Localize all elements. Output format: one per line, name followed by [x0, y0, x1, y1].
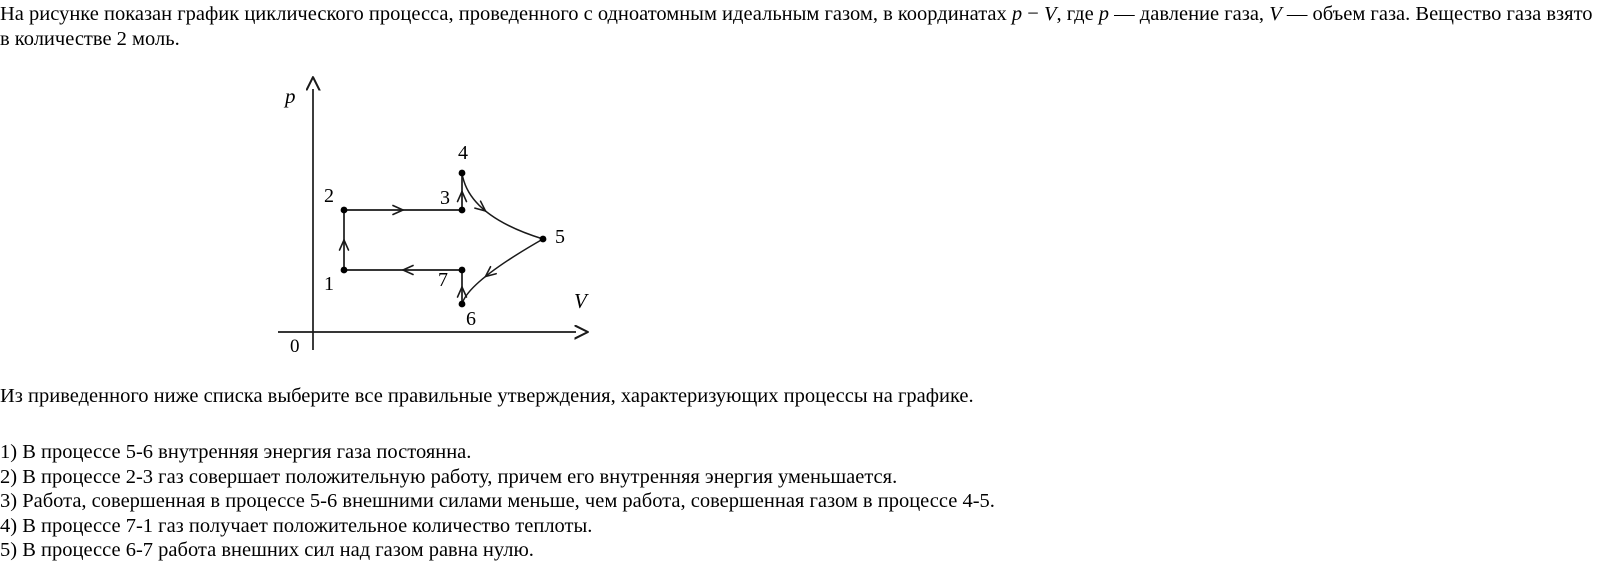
answer-option-2[interactable]: 2) В процессе 2-3 газ совершает положительную работу, причем его внутренняя энергия уменьшается.	[0, 465, 898, 488]
state-point-5	[540, 236, 547, 243]
answer-options-list	[0, 440, 995, 563]
state-point-label-3: 3	[440, 187, 450, 209]
state-point-7	[459, 267, 466, 274]
state-point-4	[459, 170, 466, 177]
variable-p-inline-1: p	[1011, 3, 1023, 25]
pv-diagram-figure	[262, 68, 602, 360]
state-point-2	[341, 207, 348, 214]
state-point-label-4: 4	[458, 142, 468, 164]
variable-v-inline-1: V	[1043, 3, 1057, 25]
segment-4-5	[462, 173, 543, 239]
origin-label: 0	[290, 336, 300, 357]
state-point-label-5: 5	[555, 226, 565, 248]
state-point-6	[459, 301, 466, 308]
state-point-labels-group	[324, 142, 565, 330]
problem-statement-intro	[0, 2, 1596, 52]
intro-text-part-4: — объем газа. Вещество газа взято в количестве 2 моль.	[0, 3, 1593, 50]
state-point-label-1: 1	[324, 273, 334, 295]
variable-v-inline-2: V	[1269, 3, 1282, 25]
intro-dash: −	[1022, 3, 1044, 25]
state-point-label-7: 7	[438, 269, 448, 291]
intro-text-part-3: — давление газа,	[1109, 3, 1270, 25]
answer-option-4[interactable]: 4) В процессе 7-1 газ получает положительное количество теплоты.	[0, 514, 593, 537]
state-point-1	[341, 267, 348, 274]
process-direction-arrows-group	[340, 192, 497, 298]
answer-option-5[interactable]: 5) В процессе 6-7 работа внешних сил над газом равна нулю.	[0, 539, 534, 562]
variable-p-inline-2: p	[1098, 3, 1110, 25]
answer-option-3[interactable]: 3) Работа, совершенная в процессе 5-6 внешними силами меньше, чем работа, совершенная газом в процессе 4-5.	[0, 490, 995, 513]
axes-group	[278, 84, 589, 357]
pv-diagram-svg	[262, 68, 602, 360]
segment-5-6	[462, 239, 543, 304]
intro-text-part-2: , где	[1056, 3, 1099, 25]
intro-text-part-1: На рисунке показан график циклического процесса, проведенного с одноатомным идеальным газом, в координатах	[0, 3, 1012, 25]
selection-prompt: Из приведенного ниже списка выберите все правильные утверждения, характеризующих процессы на графике.	[0, 385, 974, 407]
state-point-label-2: 2	[324, 185, 334, 207]
state-point-3	[459, 207, 466, 214]
answer-option-1[interactable]: 1) В процессе 5-6 внутренняя энергия газа постоянна.	[0, 441, 472, 463]
pressure-axis-label: p	[285, 84, 296, 108]
state-point-label-6: 6	[466, 308, 476, 330]
volume-axis-label: V	[574, 289, 587, 313]
